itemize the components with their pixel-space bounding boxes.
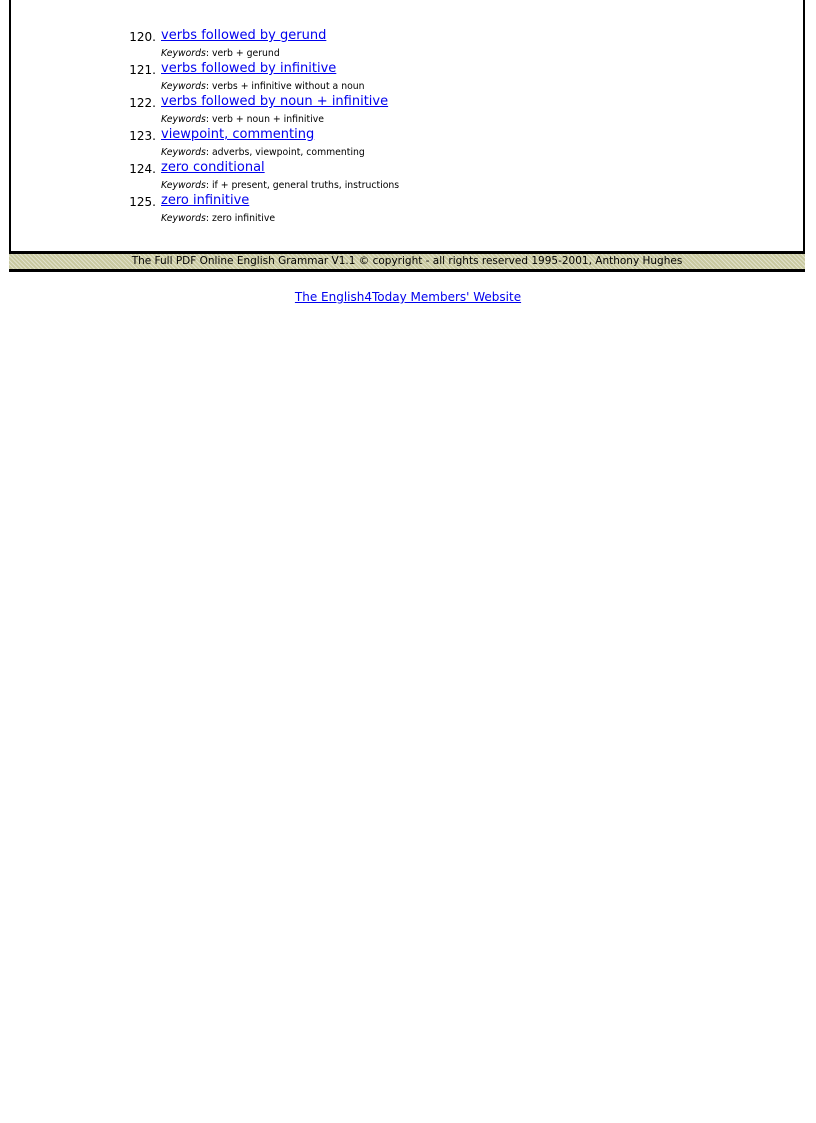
item-number: 120. bbox=[129, 30, 156, 44]
topic-link-verbs-followed-by-noun-infinitive[interactable]: verbs followed by noun + infinitive bbox=[161, 94, 389, 109]
topic-link-viewpoint-commenting[interactable]: viewpoint, commenting bbox=[161, 127, 315, 142]
content-frame bbox=[9, 0, 805, 251]
topic-link-verbs-followed-by-infinitive[interactable]: verbs followed by infinitive bbox=[161, 61, 337, 76]
keywords-text: : if + present, general truths, instructions bbox=[205, 180, 400, 191]
keywords-label: Keywords bbox=[161, 81, 206, 92]
keywords-line bbox=[161, 114, 324, 125]
keywords-label: Keywords bbox=[161, 114, 206, 125]
topic-link-verbs-followed-by-gerund[interactable]: verbs followed by gerund bbox=[161, 28, 327, 43]
keywords-text: : verb + noun + infinitive bbox=[205, 114, 324, 125]
keywords-line bbox=[161, 147, 365, 158]
item-number: 124. bbox=[129, 162, 156, 176]
item-number: 121. bbox=[129, 63, 156, 77]
keywords-text: : adverbs, viewpoint, commenting bbox=[205, 147, 365, 158]
keywords-text: : zero infinitive bbox=[205, 213, 276, 224]
topic-link-zero-conditional[interactable]: zero conditional bbox=[161, 160, 265, 175]
item-number: 125. bbox=[129, 195, 156, 209]
keywords-label: Keywords bbox=[161, 48, 206, 59]
keywords-line bbox=[161, 81, 365, 92]
members-website-link[interactable]: The English4Today Members' Website bbox=[294, 290, 522, 304]
keywords-label: Keywords bbox=[161, 147, 206, 158]
keywords-line bbox=[161, 180, 399, 191]
keywords-line bbox=[161, 213, 275, 224]
keywords-line bbox=[161, 48, 280, 59]
topic-link-zero-infinitive[interactable]: zero infinitive bbox=[161, 193, 250, 208]
keywords-label: Keywords bbox=[161, 213, 206, 224]
keywords-label: Keywords bbox=[161, 180, 206, 191]
item-number: 123. bbox=[129, 129, 156, 143]
keywords-text: : verbs + infinitive without a noun bbox=[205, 81, 365, 92]
keywords-text: : verb + gerund bbox=[205, 48, 280, 59]
copyright-footer: The Full PDF Online English Grammar V1.1 © copyright - all rights reserved 1995-2001, Anthony Hughes bbox=[9, 251, 805, 272]
item-number: 122. bbox=[129, 96, 156, 110]
